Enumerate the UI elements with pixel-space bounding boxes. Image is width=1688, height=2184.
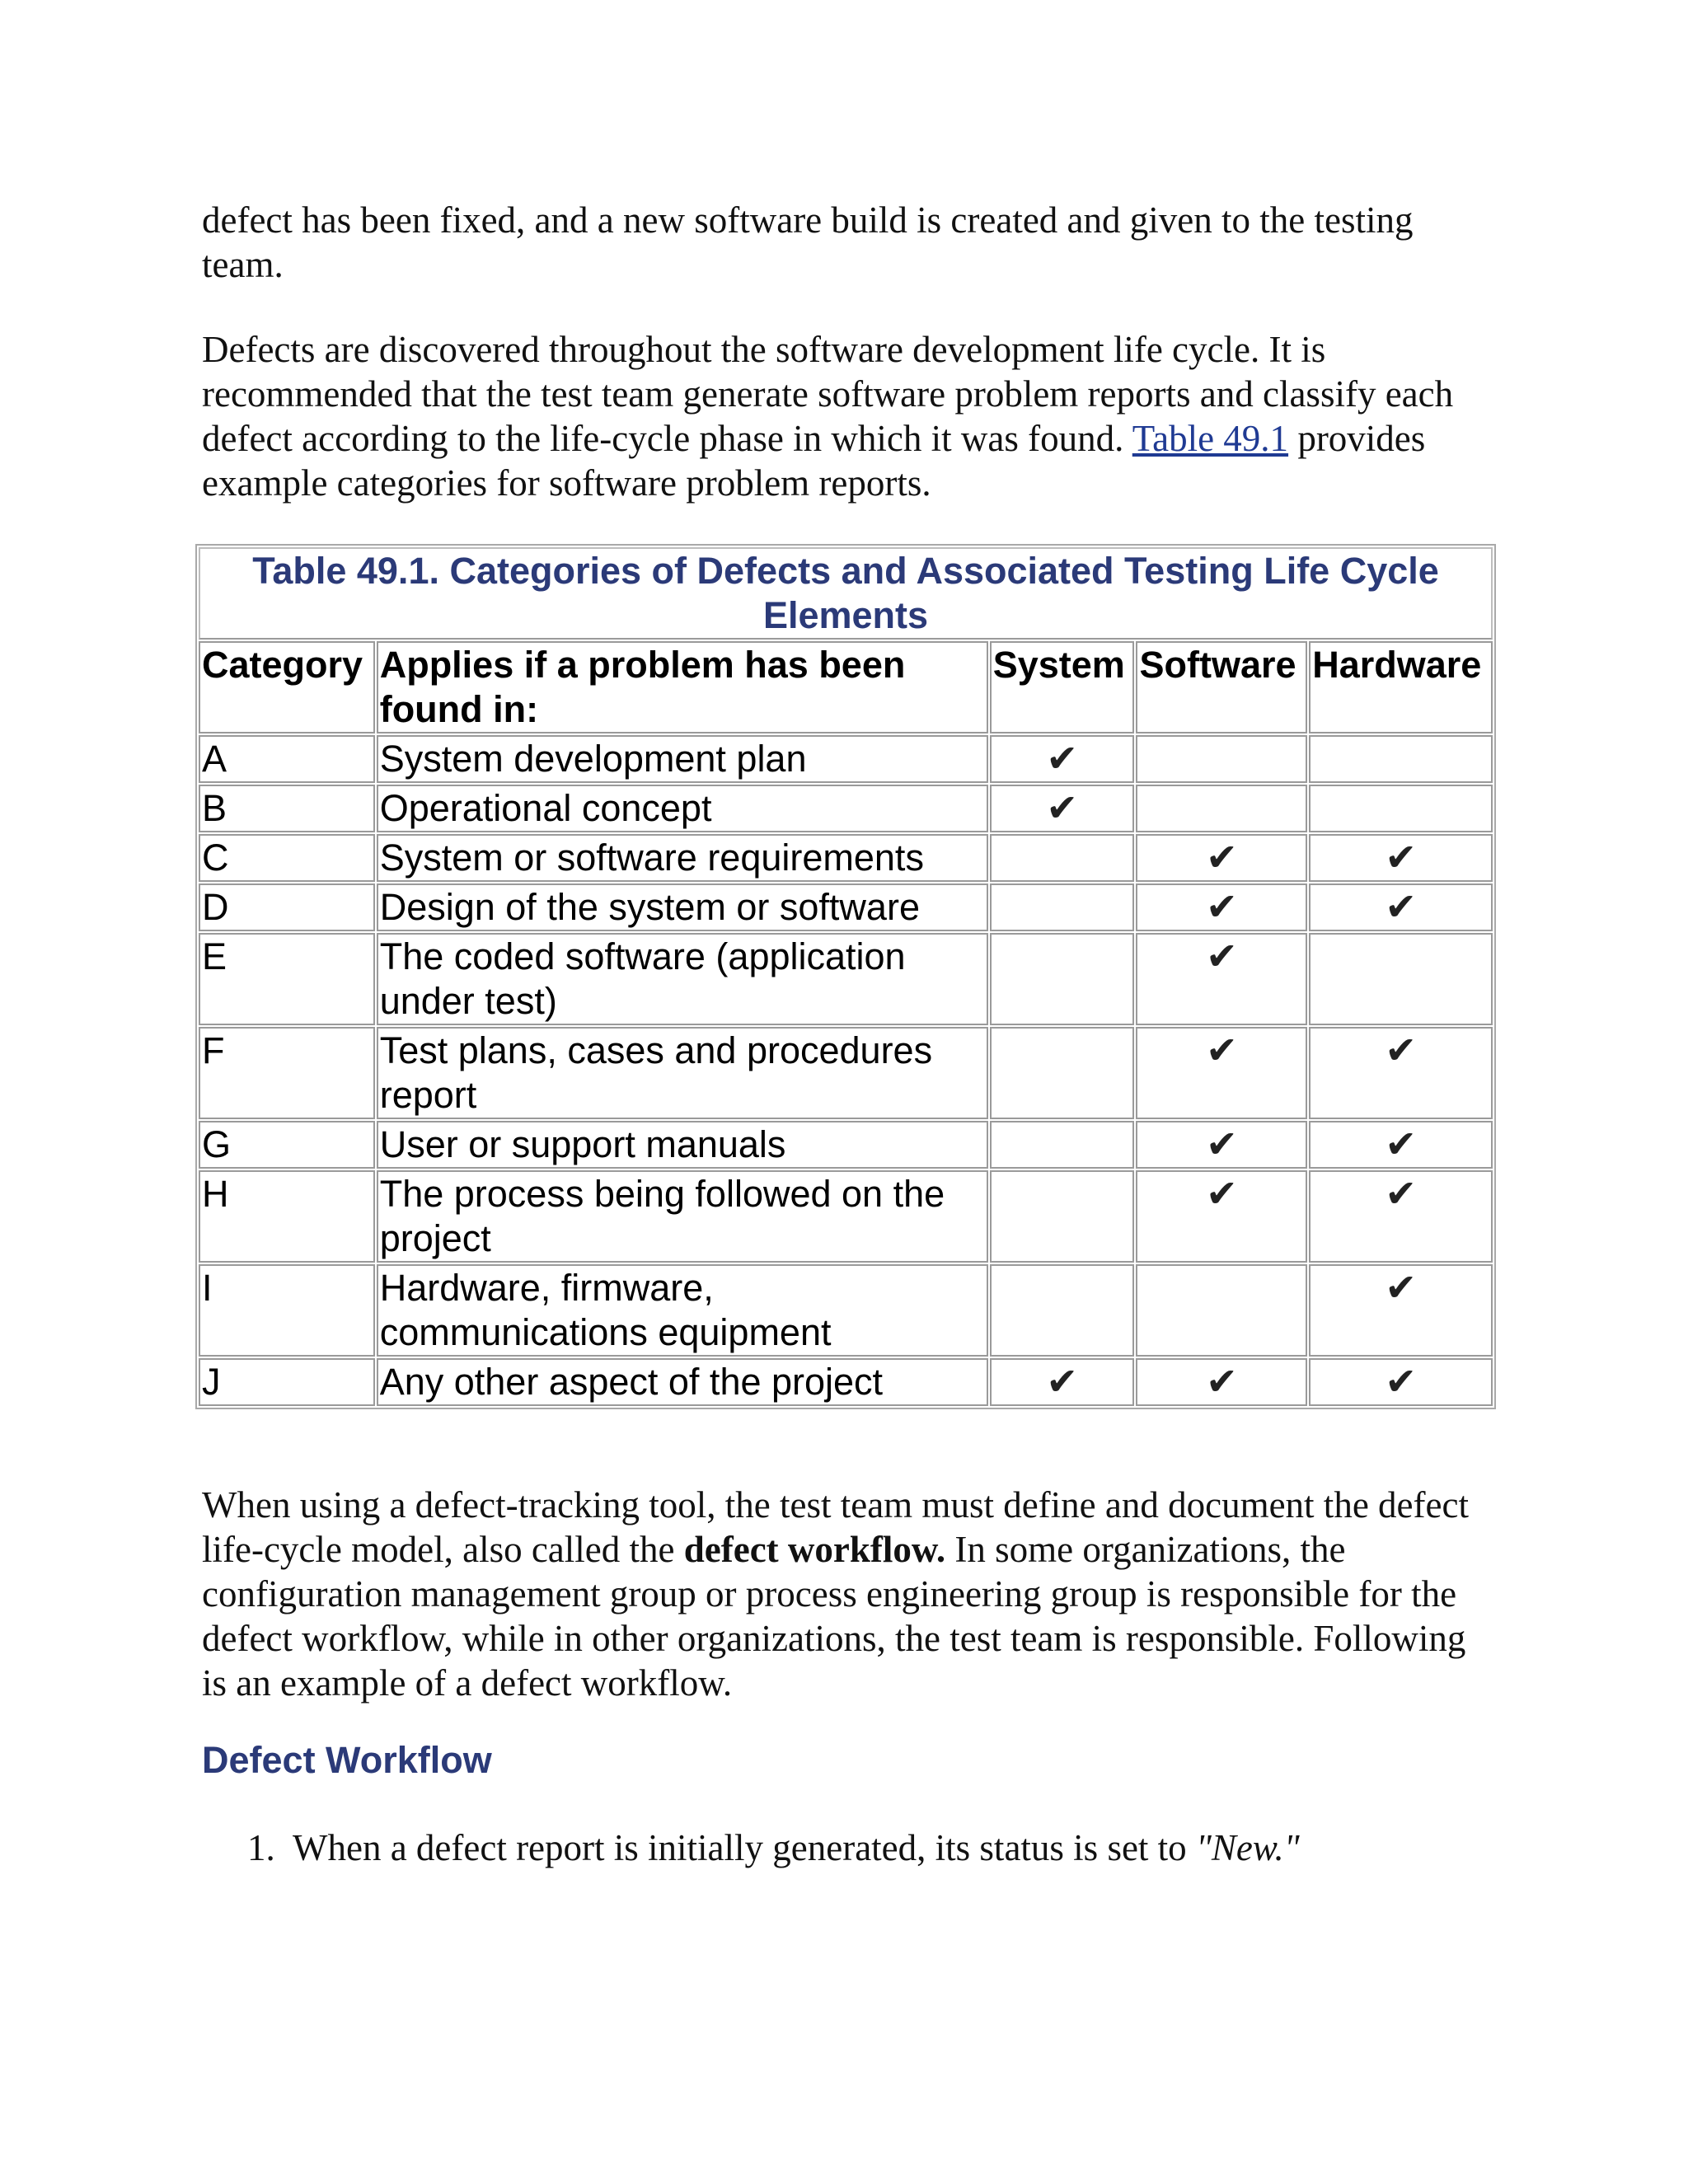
check-icon: ✔ — [1385, 1028, 1417, 1072]
table-caption: Table 49.1. Categories of Defects and Associated Testing Life Cycle Elements — [199, 547, 1493, 640]
table-row — [199, 735, 1493, 783]
category-cell: B — [199, 785, 375, 832]
category-cell: F — [199, 1027, 375, 1119]
system-cell — [990, 1264, 1135, 1357]
description-cell: System development plan — [377, 735, 988, 783]
check-icon: ✔ — [1206, 884, 1238, 929]
header-category: Category — [199, 641, 375, 733]
hardware-cell — [1309, 883, 1493, 931]
table-row — [199, 785, 1493, 832]
software-cell — [1136, 933, 1307, 1025]
list-item — [202, 1825, 1300, 1870]
table-row — [199, 1121, 1493, 1169]
table-49-1-link[interactable]: Table 49.1 — [1132, 418, 1289, 459]
description-cell: Operational concept — [377, 785, 988, 832]
list-item-text: When a defect report is initially generated, its status is set to — [293, 1827, 1196, 1868]
check-icon: ✔ — [1385, 884, 1417, 929]
description-cell: Hardware, firmware, communications equipment — [377, 1264, 988, 1357]
hardware-cell — [1309, 735, 1493, 783]
table-header-row — [199, 641, 1493, 733]
workflow-steps-list — [202, 1825, 1300, 1870]
check-icon: ✔ — [1385, 1171, 1417, 1216]
workflow-paragraph — [202, 1483, 1488, 1705]
intro-paragraph-2 — [202, 327, 1488, 505]
check-icon: ✔ — [1046, 785, 1078, 830]
hardware-cell — [1309, 1121, 1493, 1169]
hardware-cell — [1309, 1027, 1493, 1119]
category-cell: D — [199, 883, 375, 931]
system-cell — [990, 1121, 1135, 1169]
defect-categories-table — [195, 544, 1496, 1409]
check-icon: ✔ — [1385, 835, 1417, 879]
table-row — [199, 1027, 1493, 1119]
check-icon: ✔ — [1206, 1171, 1238, 1216]
check-icon: ✔ — [1046, 1359, 1078, 1404]
description-cell: Any other aspect of the project — [377, 1358, 988, 1406]
category-cell: A — [199, 735, 375, 783]
list-item-number: 1. — [247, 1827, 275, 1868]
hardware-cell — [1309, 933, 1493, 1025]
software-cell — [1136, 1027, 1307, 1119]
section-heading: Defect Workflow — [202, 1739, 492, 1781]
table-row — [199, 883, 1493, 931]
table-row — [199, 1358, 1493, 1406]
intro-paragraph-1: defect has been fixed, and a new software build is created and given to the testing team. — [202, 199, 1414, 285]
description-cell: Test plans, cases and procedures report — [377, 1027, 988, 1119]
software-cell — [1136, 1121, 1307, 1169]
description-cell: Design of the system or software — [377, 883, 988, 931]
category-cell: I — [199, 1264, 375, 1357]
defect-workflow-term: defect workflow. — [683, 1529, 946, 1570]
software-cell — [1136, 883, 1307, 931]
header-hardware: Hardware — [1309, 641, 1493, 733]
category-cell: E — [199, 933, 375, 1025]
workflow-paragraph-text-b: In some organizations, the configuration management group or process engineering group is responsible for the defect workflow, while in other organizations, the test team is responsible. Following is an example of a defect workflow. — [202, 1529, 1466, 1704]
check-icon: ✔ — [1206, 1028, 1238, 1072]
hardware-cell — [1309, 1264, 1493, 1357]
software-cell — [1136, 1264, 1307, 1357]
check-icon: ✔ — [1206, 1359, 1238, 1404]
check-icon: ✔ — [1046, 736, 1078, 780]
system-cell — [990, 883, 1135, 931]
system-cell — [990, 1027, 1135, 1119]
category-cell: C — [199, 834, 375, 882]
category-cell: J — [199, 1358, 375, 1406]
hardware-cell — [1309, 834, 1493, 882]
check-icon: ✔ — [1206, 934, 1238, 978]
software-cell — [1136, 1170, 1307, 1263]
check-icon: ✔ — [1385, 1265, 1417, 1310]
description-cell: The coded software (application under test) — [377, 933, 988, 1025]
table-row — [199, 1264, 1493, 1357]
system-cell — [990, 1170, 1135, 1263]
description-cell: System or software requirements — [377, 834, 988, 882]
system-cell — [990, 735, 1135, 783]
table-row — [199, 834, 1493, 882]
category-cell: H — [199, 1170, 375, 1263]
intro-paragraph-2-text-a: Defects are discovered throughout the software development life cycle. It is recommended that the test team generate software problem reports and classify each defect according to the life-cycle phase in which it was found. — [202, 329, 1454, 459]
category-cell: G — [199, 1121, 375, 1169]
system-cell — [990, 933, 1135, 1025]
check-icon: ✔ — [1206, 1122, 1238, 1166]
table-caption-row — [199, 547, 1493, 640]
check-icon: ✔ — [1385, 1122, 1417, 1166]
hardware-cell — [1309, 1358, 1493, 1406]
list-item-status: "New." — [1195, 1827, 1300, 1868]
table-row — [199, 1170, 1493, 1263]
software-cell — [1136, 735, 1307, 783]
software-cell — [1136, 1358, 1307, 1406]
workflow-paragraph-text-a: When using a defect-tracking tool, the test team must define and document the defect life-cycle model, also called the — [202, 1484, 1469, 1570]
system-cell — [990, 1358, 1135, 1406]
check-icon: ✔ — [1385, 1359, 1417, 1404]
system-cell — [990, 834, 1135, 882]
table-row — [199, 933, 1493, 1025]
description-cell: The process being followed on the project — [377, 1170, 988, 1263]
description-cell: User or support manuals — [377, 1121, 988, 1169]
hardware-cell — [1309, 1170, 1493, 1263]
software-cell — [1136, 785, 1307, 832]
header-software: Software — [1136, 641, 1307, 733]
header-system: System — [990, 641, 1135, 733]
intro-paragraph-2-text-b: provides example categories for software problem reports. — [202, 418, 1426, 504]
hardware-cell — [1309, 785, 1493, 832]
check-icon: ✔ — [1206, 835, 1238, 879]
header-applies-if: Applies if a problem has been found in: — [377, 641, 988, 733]
software-cell — [1136, 834, 1307, 882]
system-cell — [990, 785, 1135, 832]
